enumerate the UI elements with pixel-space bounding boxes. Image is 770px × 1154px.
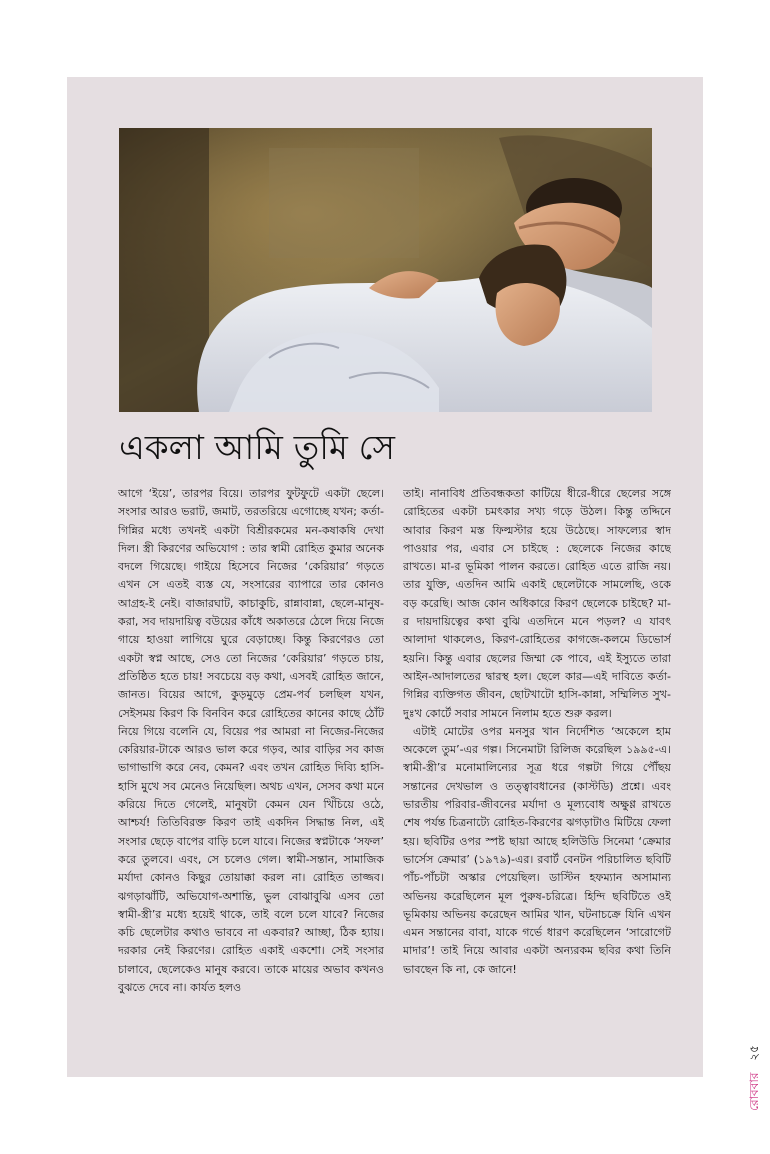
folio-text [747, 1045, 761, 1111]
article-column-right [403, 485, 671, 1045]
article-paragraph: তাই। নানাবিধ প্রতিবন্ধকতা কাটিয়ে ধীরে-ধীরে ছেলের সঙ্গে রোহিতের একটা চমৎকার সখ্য গড়ে উঠল। কিন্তু তদ্দিনে আবার কিরণ মস্ত ফিল্মস্টার হয়ে উঠেছে। সাফল্যের স্বাদ পাওয়ার পর, এবার সে চাইছে : ছেলেকে নিজের কাছে রাখতে। মা-র ভূমিকা পালন করতে। রোহিত এতে রাজি নয়। তার যুক্তি, এতদিন আমি একাই ছেলেটাকে সামলেছি, ওকে বড় করেছি। আজ কোন অধিকারে কিরণ ছেলেকে চাইছে? মা-র দায়দায়িত্বের কথা বুঝি এতদিনে মনে পড়ল? এ যাবৎ আলাদা থাকলেও, কিরণ-রোহিতের কাগজে-কলমে ডিভোর্স হয়নি। কিন্তু এবার ছেলের জিম্মা কে পাবে, এই ইস্যুতে তারা আইন-আদালতের দ্বারস্থ হল। ছেলে কার—এই দাবিতে কর্তা-গিন্নির ব্যক্তিগত জীবন, ছোটখাটো হাসি-কান্না, সম্মিলিত সুখ-দুঃখ কোর্টে সবার সামনে নিলাম হতে শুরু করল। [403, 487, 671, 720]
page-folio [743, 1012, 765, 1144]
article-paragraph: আগে ‘ইয়ে’, তারপর বিয়ে। তারপর ফুটফুটে একটা ছেলে। সংসার আরও ভরাট, জমাট, তরতরিয়ে এগোচ্ছে যখন; কর্তা-গিন্নির মধ্যে তখনই একটা বিশ্রীরকমের মন-কষাকষি দেখা দিল। স্ত্রী কিরণের অভিযোগ : তার স্বামী রোহিত কুমার অনেক বদলে গিয়েছে। গাইয়ে হিসেবে নিজের ‘কেরিয়ার’ গড়তে এখন সে এতই ব্যস্ত যে, সংসারের ব্যাপারে তার কোনও আগ্রহ-ই নেই। বাজারঘাট, কাচাকুচি, রান্নাবান্না, ছেলে-মানুষ-করা, সব দায়দায়িত্ব বউয়ের কাঁধে অকাতরে ঠেলে দিয়ে নিজে গায়ে হাওয়া লাগিয়ে ঘুরে বেড়াচ্ছে। কিন্তু কিরণেরও তো একটা স্বপ্ন আছে, সেও তো নিজের ‘কেরিয়ার’ গড়তে চায়, প্রতিষ্ঠিত হতে চায়! সবচেয়ে বড় কথা, এসবই রোহিত জানে, জানত। বিয়ের আগে, কুড়মুড়ে প্রেম-পর্ব চলছিল যখন, সেইসময় কিরণ কি বিনবিন করে রোহিতের কানের কাছে ঠোঁট নিয়ে গিয়ে বলেনি যে, বিয়ের পর আমরা না নিজের-নিজের কেরিয়ার-টাকে আরও ভাল করে গড়ব, আর বাড়ির সব কাজ ভাগাভাগি করে নেব, কেমন? এবং তখন রোহিত দিব্যি হাসি-হাসি মুখে সব মেনেও নিয়েছিল। অথচ এখন, সেসব কথা মনে করিয়ে দিতে গেলেই, মানুষটা কেমন যেন খিঁচিয়ে ওঠে, আশ্চর্য! তিতিবিরক্ত কিরণ তাই একদিন সিদ্ধান্ত নিল, এই সংসার ছেড়ে বাপের বাড়ি চলে যাবে। নিজের স্বপ্নটাকে ‘সফল’ করে তুলবে। এবং, সে চলেও গেল। স্বামী-সন্তান, সামাজিক মর্যাদা কোনও কিছুর তোয়াক্কা করল না। রোহিত তাজ্জব। ঝগড়াঝাঁটি, অভিযোগ-অশান্তি, ভুল বোঝাবুঝি এসব তো স্বামী-স্ত্রী’র মধ্যে হয়েই থাকে, তাই বলে চলে যাবে? নিজের কচি ছেলেটার কথাও ভাববে না একবার? আচ্ছা, ঠিক হ্যায়। দরকার নেই কিরণের। রোহিত একাই একশো। সেই সংসার চালাবে, ছেলেকেও মানুষ করবে। তাকে মায়ের অভাব কখনও বুঝতে দেবে না। কার্যত হলও [118, 487, 384, 995]
article-paragraph: এটাই মোটের ওপর মনসুর খান নির্দেশিত ‘অকেলে হাম অকেলে তুম’-এর গল্প। সিনেমাটা রিলিজ করেছিল ১৯৯৫-এ। স্বামী-স্ত্রী’র মনোমালিন্যের সূত্র ধরে গল্পটা গিয়ে পৌঁছয় সন্তানের দেখভাল ও তত্ত্বাবধানের (কাস্টডি) প্রশ্নে। এবং ভারতীয় পরিবার-জীবনের মর্যাদা ও মূল্যবোধ অক্ষুণ্ণ রাখতে শেষ পর্যন্ত চিত্রনাট্যে রোহিত-কিরণের ঝগড়াটাও মিটিয়ে ফেলা হয়। ছবিটির ওপর স্পষ্ট ছায়া আছে হলিউডি সিনেমা ‘ক্রেমার ভার্সেস ক্রেমার’ (১৯৭৯)-এর। রবার্ট বেনটন পরিচালিত ছবিটি পাঁচ-পাঁচটা অস্কার পেয়েছিল। ডাস্টিন হফম্যান অসামান্য অভিনয় করেছিলেন মূল পুরুষ-চরিত্রে। হিন্দি ছবিটিতে ওই ভূমিকায় অভিনয় করেছেন আমির খান, ঘটনাচক্রে যিনি এখন এমন সন্তানের বাবা, যাকে গর্ভে ধারণ করেছিলেন ‘সারোগেট মাদার’! তাই নিয়ে আবার একটা অন্যরকম ছবির কথা তিনি ভাবছেন কি না, কে জানে! [403, 724, 671, 976]
page-number: ২৫ [747, 1045, 761, 1061]
magazine-name: রোববার [747, 1072, 761, 1111]
film-still-photo [119, 128, 652, 412]
film-still-illustration [119, 128, 652, 412]
article-headline: একলা আমি তুমি সে [119, 428, 395, 468]
article-column-left [118, 485, 384, 1045]
